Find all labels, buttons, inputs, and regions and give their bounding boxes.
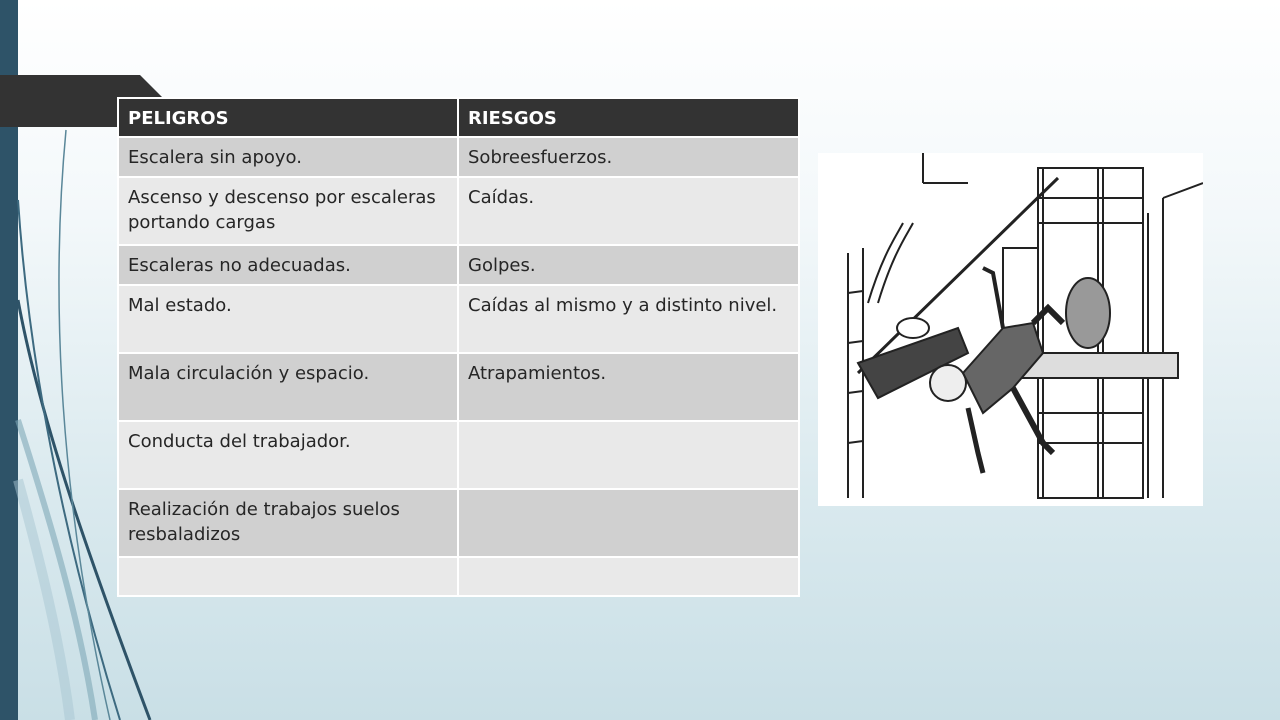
riesgo-cell: Caídas. [458, 177, 799, 245]
table-row [118, 137, 799, 177]
worker-falling-from-scaffold-illustration [818, 153, 1203, 506]
riesgo-cell [458, 557, 799, 596]
table-row [118, 245, 799, 285]
riesgo-cell: Golpes. [458, 245, 799, 285]
header-peligros: PELIGROS [118, 98, 458, 137]
table-header-row [118, 98, 799, 137]
hazards-risks-table [117, 97, 800, 597]
riesgo-cell [458, 489, 799, 557]
table-row [118, 557, 799, 596]
table-row [118, 489, 799, 557]
riesgo-cell: Sobreesfuerzos. [458, 137, 799, 177]
riesgo-cell: Atrapamientos. [458, 353, 799, 421]
riesgo-cell: Caídas al mismo y a distinto nivel. [458, 285, 799, 353]
peligro-cell: Escalera sin apoyo. [118, 137, 458, 177]
peligro-cell: Escaleras no adecuadas. [118, 245, 458, 285]
table-row [118, 177, 799, 245]
peligro-cell: Mala circulación y espacio. [118, 353, 458, 421]
peligro-cell: Realización de trabajos suelos resbaladizos [118, 489, 458, 557]
table-row [118, 285, 799, 353]
table-row [118, 353, 799, 421]
peligro-cell: Mal estado. [118, 285, 458, 353]
peligro-cell [118, 557, 458, 596]
peligro-cell: Conducta del trabajador. [118, 421, 458, 489]
header-riesgos: RIESGOS [458, 98, 799, 137]
peligro-cell: Ascenso y descenso por escaleras portando cargas [118, 177, 458, 245]
table-row [118, 421, 799, 489]
riesgo-cell [458, 421, 799, 489]
